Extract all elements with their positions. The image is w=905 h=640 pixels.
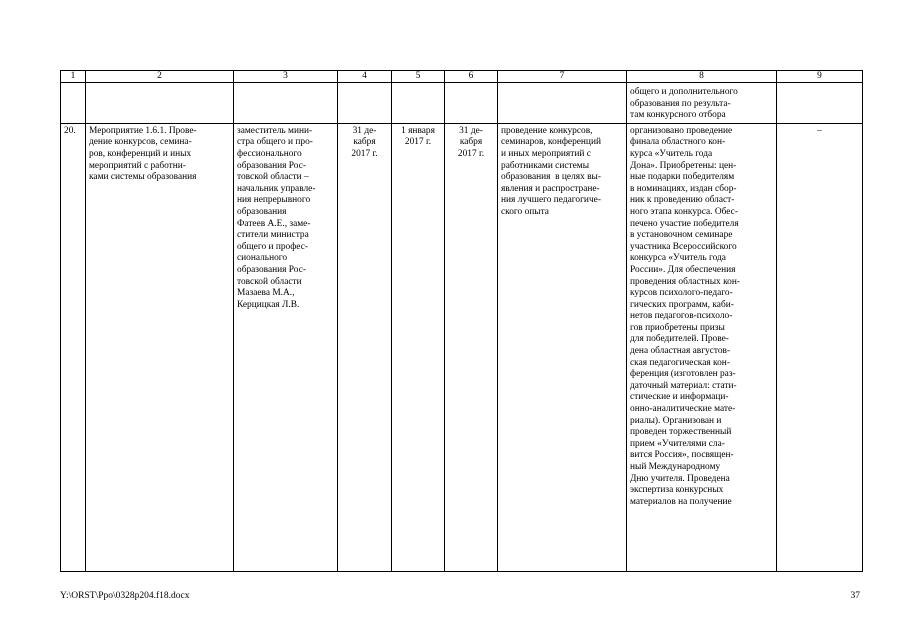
report-table bbox=[60, 70, 863, 572]
table-cell bbox=[234, 83, 338, 124]
column-number: 2 bbox=[86, 71, 234, 83]
table-row bbox=[61, 123, 863, 571]
column-number: 8 bbox=[627, 71, 777, 83]
column-number: 6 bbox=[445, 71, 498, 83]
table-cell bbox=[498, 83, 627, 124]
row-number: 20. bbox=[61, 123, 86, 571]
actual-result: организовано проведение финала областного кон- курса «Учитель года Дона». Приобретены: цен- ные подарки победителям в номинациях, издан сбор- ник к проведению област- ного этапа конкурса. Обес- печено участие победителя в установочном семинаре участника Всероссийского конкурса «Учитель года России». Для обеспечения проведения областных кон- курсов психолого-педаго- гических программ, каби- нетов педагогов-психоло- гов приобретены призы для победителей. Прове- дена областная августов- ская педагогическая кон- ференция (изготовлен раз- даточный материал: стати- стические и информаци- онно-аналитические мате- риалы). Организован и проведен торжественный прием «Учителями сла- вится Россия», посвящен- ный Международному Дню учителя. Проведена экспертиза конкурсных материалов на получение bbox=[627, 123, 777, 571]
table-cell bbox=[86, 83, 234, 124]
column-number-row bbox=[61, 71, 863, 83]
table-cell bbox=[445, 83, 498, 124]
continued-actual-result: общего и дополнительного образования по результа- там конкурсного отбора bbox=[627, 83, 777, 124]
expected-result: проведение конкурсов, семинаров, конференций и иных мероприятий с работниками системы образования в целях вы- явления и распростране- ния лучшего педагогиче- ского опыта bbox=[498, 123, 627, 571]
table-cell bbox=[61, 83, 86, 124]
planned-date: 31 де- кабря 2017 г. bbox=[338, 123, 392, 571]
event-name: Мероприятие 1.6.1. Прове- дение конкурсов, семина- ров, конференций и иных мероприятий с работни- ками системы образования bbox=[86, 123, 234, 571]
table-cell bbox=[392, 83, 445, 124]
column-number: 9 bbox=[777, 71, 863, 83]
page-number: 37 bbox=[850, 591, 860, 601]
start-date: 1 января 2017 г. bbox=[392, 123, 445, 571]
table-cell bbox=[338, 83, 392, 124]
footer-file-path: Y:\ORST\Ppo\0328p204.f18.docx bbox=[60, 591, 190, 601]
continuation-row bbox=[61, 83, 863, 124]
column-number: 7 bbox=[498, 71, 627, 83]
column-number: 3 bbox=[234, 71, 338, 83]
end-date: 31 де- кабря 2017 г. bbox=[445, 123, 498, 571]
column-number: 1 bbox=[61, 71, 86, 83]
table-cell bbox=[777, 83, 863, 124]
notes: – bbox=[777, 123, 863, 571]
responsible-person: заместитель мини- стра общего и про- фессионального образования Рос- товской области – начальник управле- ния непрерывного образования Фатеев А.Е., заме- стители министра общего и профес- сионального образования Рос- товской области Мазаева М.А., Керцицкая Л.В. bbox=[234, 123, 338, 571]
column-number: 5 bbox=[392, 71, 445, 83]
column-number: 4 bbox=[338, 71, 392, 83]
